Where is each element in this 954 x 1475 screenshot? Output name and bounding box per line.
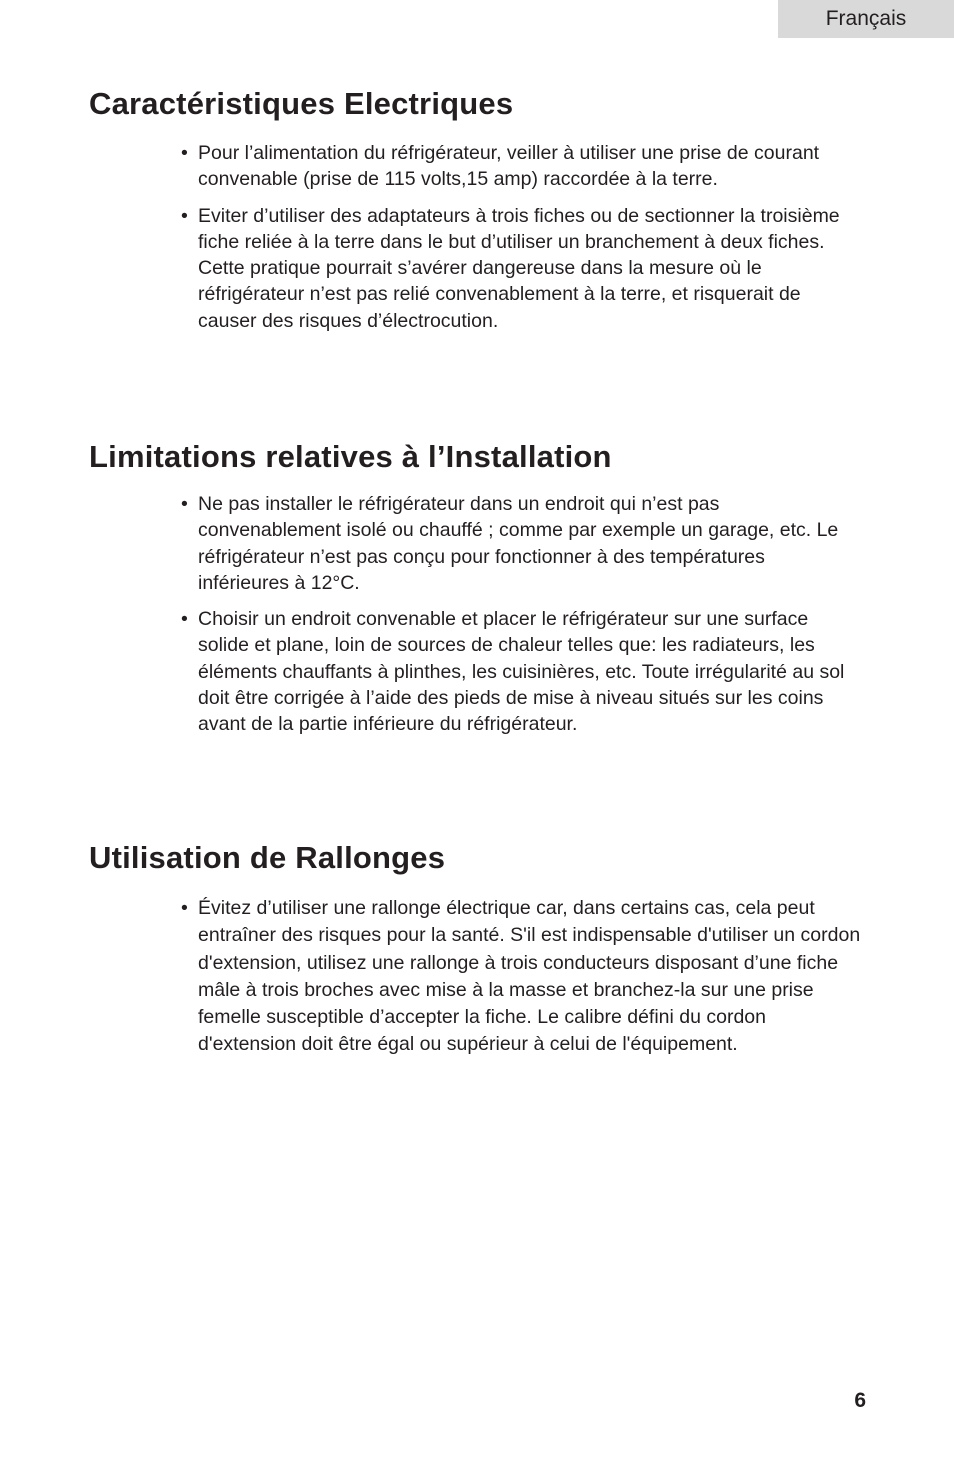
list-item: • Eviter d’utiliser des adaptateurs à trois fiches ou de sectionner la troisième fiche reliée à la terre dans le but d’utiliser un branchement à deux fiches. Cette pratique pourrait s’avérer dangereuse dans la mesure où le réfrigérateur n’est pas relié convenablement à la terre, et risquerait de causer des risques d’électrocution. — [181, 204, 840, 332]
bullet-icon: • — [181, 493, 188, 515]
section-installation-limits — [89, 437, 889, 736]
bullet-icon: • — [181, 204, 188, 227]
section-title: Limitations relatives à l’Installation — [89, 439, 612, 474]
bullet-list — [181, 491, 861, 748]
section-title: Utilisation de Rallonges — [89, 840, 446, 875]
bullet-list — [181, 895, 861, 1069]
bullet-list — [181, 140, 861, 344]
bullet-icon: • — [181, 897, 188, 919]
list-item: • Ne pas installer le réfrigérateur dans un endroit qui n’est pas convenablement isolé ou chauffé ; comme par exemple un garage, etc. Le réfrigérateur n’est pas conçu pour fonctionner à des températures inférieures à 12°C. — [181, 493, 839, 594]
list-item: • Évitez d’utiliser une rallonge électrique car, dans certains cas, cela peut entraîner des risques pour la santé. S'il est indispensable d'utiliser un cordon d'extension, utilisez une rallonge à trois conducteurs disposant d’une fiche mâle à trois broches avec mise à la masse et branchez-la sur une prise femelle susceptible d’accepter la fiche. Le calibre défini du cordon d'extension doit être égal ou supérieur à celui de l'équipement. — [181, 897, 861, 1056]
section-title: Caractéristiques Electriques — [89, 86, 514, 121]
bullet-icon: • — [181, 142, 188, 164]
list-item: • Pour l’alimentation du réfrigérateur, veiller à utiliser une prise de courant convenable (prise de 115 volts,15 amp) raccordée à la terre. — [181, 142, 820, 191]
list-item: • Choisir un endroit convenable et placer le réfrigérateur sur une surface solide et plane, loin de sources de chaleur telles que: les radiateurs, les éléments chauffants à plinthes, les cuisinières, etc. Toute irrégularité au sol doit être corrigée à l’aide des pieds de mise à niveau situés sur les coins avant de la partie inférieure du réfrigérateur. — [181, 608, 845, 736]
bullet-icon: • — [181, 608, 188, 631]
language-tab: Français — [778, 0, 954, 38]
page-number: 6 — [854, 1389, 866, 1412]
section-extension-cords — [89, 838, 889, 1056]
section-electrical-characteristics — [89, 84, 889, 332]
